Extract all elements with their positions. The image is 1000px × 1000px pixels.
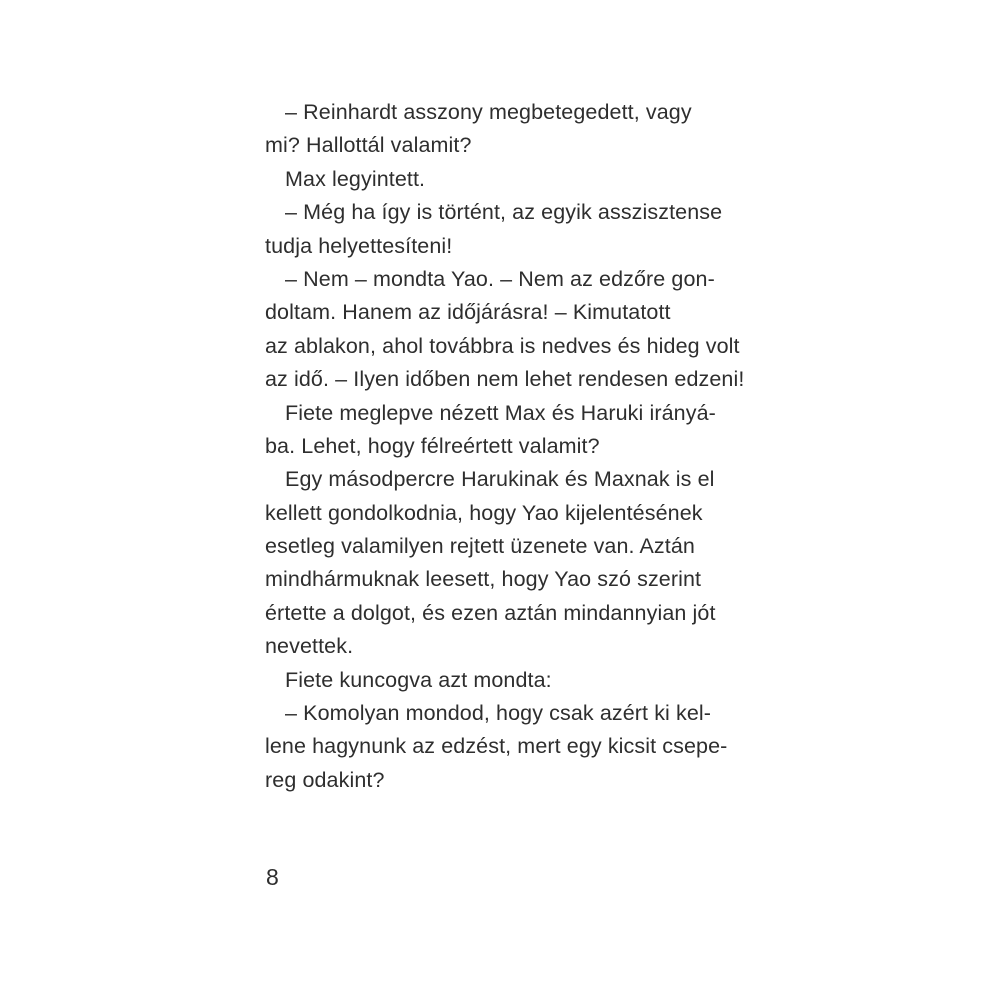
text-line: Fiete meglepve nézett Max és Haruki irányá- bbox=[285, 400, 716, 425]
text-line: tudja helyettesíteni! bbox=[265, 233, 453, 258]
text-line: Max legyintett. bbox=[285, 166, 426, 191]
text-line: mi? Hallottál valamit? bbox=[265, 133, 472, 158]
text-line: mindhármuknak leesett, hogy Yao szó szerint bbox=[265, 567, 702, 592]
text-line: az ablakon, ahol továbbra is nedves és hideg volt bbox=[265, 333, 740, 358]
text-line: az idő. – Ilyen időben nem lehet rendesen edzeni! bbox=[265, 367, 745, 392]
text-line: Egy másodpercre Harukinak és Maxnak is el bbox=[285, 467, 715, 492]
text-line: kellett gondolkodnia, hogy Yao kijelentésének bbox=[265, 500, 703, 525]
text-line: lene hagynunk az edzést, mert egy kicsit csepe- bbox=[265, 734, 728, 759]
text-line: – Komolyan mondod, hogy csak azért ki kel- bbox=[285, 701, 712, 726]
text-line: – Reinhardt asszony megbetegedett, vagy bbox=[285, 100, 692, 124]
text-line: doltam. Hanem az időjárásra! – Kimutatott bbox=[265, 300, 671, 325]
text-line: – Még ha így is történt, az egyik asszisztense bbox=[285, 200, 723, 225]
text-line: ba. Lehet, hogy félreértett valamit? bbox=[265, 433, 600, 458]
text-line: esetleg valamilyen rejtett üzenete van. Aztán bbox=[265, 534, 695, 559]
body-text bbox=[265, 96, 785, 797]
text-line: – Nem – mondta Yao. – Nem az edzőre gon- bbox=[285, 266, 715, 291]
page-number: 8 bbox=[266, 864, 279, 890]
text-line: Fiete kuncogva azt mondta: bbox=[285, 667, 552, 692]
text-line: nevettek. bbox=[265, 634, 354, 659]
text-line: reg odakint? bbox=[265, 767, 385, 792]
text-line: értette a dolgot, és ezen aztán mindannyian jót bbox=[265, 600, 716, 625]
